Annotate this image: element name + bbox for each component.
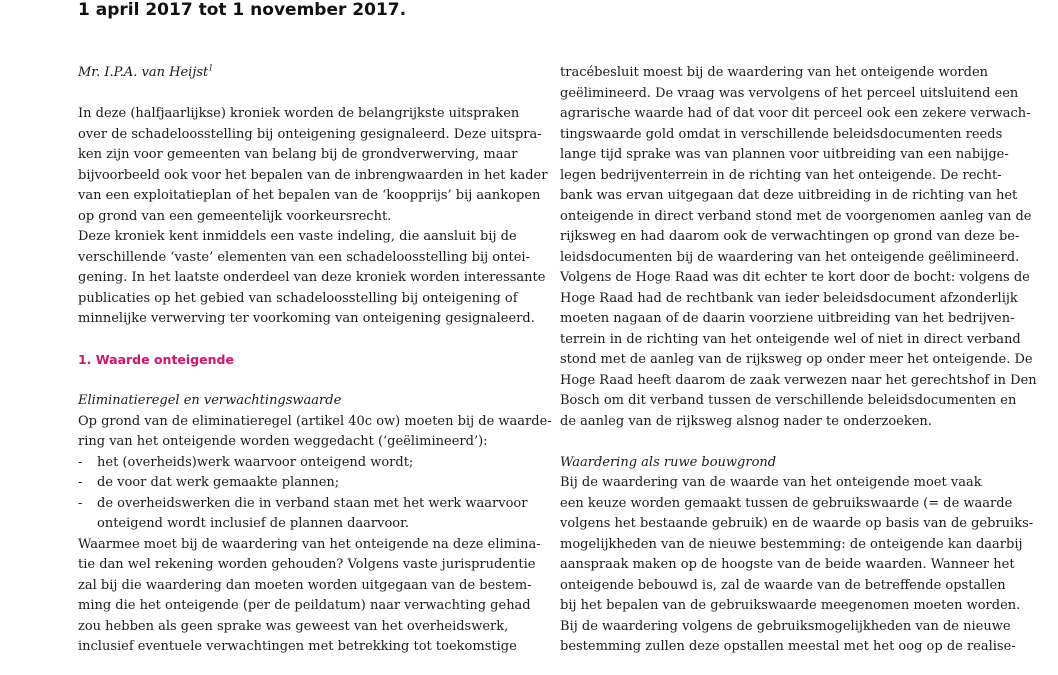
bullet-item xyxy=(78,473,518,494)
text-line: onteigende in direct verband stond met de voorgenomen aanleg van de xyxy=(560,208,1032,224)
text-line: over de schadeloosstelling bij onteigening gesignaleerd. Deze uitspra- xyxy=(78,126,542,142)
paragraph-ruwe-bouwgrond xyxy=(560,473,1034,658)
bullet-text: de overheidswerken die in verband staan met het werk waarvoor xyxy=(97,495,528,511)
text-line: op grond van een gemeentelijk voorkeursrecht. xyxy=(78,208,392,224)
bullet-list xyxy=(78,453,528,535)
text-line: van een exploitatieplan of het bepalen van de ‘koopprijs’ bij aankopen xyxy=(78,188,541,203)
paragraph-waardering xyxy=(78,535,541,658)
text-line: een keuze worden gemaakt tussen de gebruikswaarde (= de waarde xyxy=(560,495,1013,511)
text-line: minnelijke verwerving ter voorkoming van onteigening gesignaleerd. xyxy=(78,311,535,326)
subsection-title: Eliminatieregel en verwachtingswaarde xyxy=(78,393,342,408)
text-line: moeten nagaan of de daarin voorziene uitbreiding van het bedrijven- xyxy=(560,311,1015,326)
text-line: Hoge Raad had de rechtbank van ieder beleidsdocument afzonderlijk xyxy=(560,290,1018,306)
bullet-dash: - xyxy=(78,495,83,511)
bullet-dash: - xyxy=(78,454,83,470)
spacer xyxy=(78,330,518,351)
text-line: leidsdocumenten bij de waardering van het onteigende geëlimineerd. xyxy=(560,249,1020,265)
bullet-text: de voor dat werk gemaakte plannen; xyxy=(97,475,340,490)
bullet-item xyxy=(78,494,528,515)
spacer xyxy=(78,371,518,392)
paragraph-eliminatieregel xyxy=(78,412,552,453)
text-line: publicaties op het gebied van schadeloosstelling bij onteigening of xyxy=(78,290,518,306)
bullet-item xyxy=(78,453,518,474)
left-column xyxy=(78,63,552,658)
text-line: geëlimineerd. De vraag was vervolgens of het perceel uitsluitend een xyxy=(560,85,1019,101)
text-line: bij het bepalen van de gebruikswaarde meegenomen moeten worden. xyxy=(560,598,1021,613)
text-line: In deze (halfjaarlijkse) kroniek worden de belangrijkste uitspraken xyxy=(78,106,520,121)
footnote-marker: 1 xyxy=(208,63,214,73)
text-line: agrarische waarde had of dat voor dit perceel ook een zekere verwach- xyxy=(560,106,1031,121)
text-line: terrein in de richting van het onteigende wel of niet in direct verband xyxy=(560,331,1021,347)
text-line: aanspraak maken op de hoogste van de beide waarden. Wanneer het xyxy=(560,557,1015,572)
text-line: ring van het onteigende worden weggedacht (‘geëlimineerd’): xyxy=(78,434,488,449)
text-line: verschillende ‘vaste’ elementen van een schadeloosstelling bij ontei- xyxy=(78,249,530,265)
spacer xyxy=(78,84,518,105)
text-line: ming die het onteigende (per de peildatum) naar verwachting gehad xyxy=(78,598,531,613)
bullet-continuation: onteigend wordt inclusief de plannen daarvoor. xyxy=(97,516,410,531)
text-line: rijksweg en had daarom ook de verwachtingen op grond van deze be- xyxy=(560,229,1020,244)
page-heading-date-range: 1 april 2017 tot 1 november 2017. xyxy=(78,0,407,20)
text-line: Op grond van de eliminatieregel (artikel 40c ow) moeten bij de waarde- xyxy=(78,413,552,429)
text-line: tingswaarde gold omdat in verschillende beleidsdocumenten reeds xyxy=(560,126,1003,142)
text-line: Bij de waardering volgens de gebruiksmogelijkheden van de nieuwe xyxy=(560,618,1011,634)
bullet-dash: - xyxy=(78,475,83,490)
text-line: de aanleg van de rijksweg alsnog nader te onderzoeken. xyxy=(560,413,932,429)
text-line: Hoge Raad heeft daarom de zaak verwezen naar het gerechtshof in Den xyxy=(560,372,1037,388)
text-line: volgens het bestaande gebruik) en de waarde op basis van de gebruiks- xyxy=(560,516,1034,531)
text-line: mogelijkheden van de nieuwe bestemming: de onteigende kan daarbij xyxy=(560,536,1023,552)
author-name: Mr. I.P.A. van Heijst xyxy=(78,65,209,80)
text-line: zou hebben als geen sprake was geweest van het overheidswerk, xyxy=(78,618,509,634)
text-line: tracébesluit moest bij de waardering van het onteigende worden xyxy=(560,65,989,80)
text-line: legen bedrijventerrein in de richting van het onteigende. De recht- xyxy=(560,167,1002,183)
text-line: Volgens de Hoge Raad was dit echter te kort door de bocht: volgens de xyxy=(560,270,1030,285)
text-line: stond met de aanleg van de rijksweg op onder meer het onteigende. De xyxy=(560,352,1033,367)
text-line: Bij de waardering van de waarde van het onteigende moet vaak xyxy=(560,475,982,490)
text-line: onteigende bebouwd is, zal de waarde van de betreffende opstallen xyxy=(560,577,1006,593)
text-line: bijvoorbeeld ook voor het bepalen van de inbrengwaarden in het kader xyxy=(78,167,548,183)
section-title: 1. Waarde onteigende xyxy=(78,352,234,367)
intro-paragraph xyxy=(78,104,548,330)
text-line: Deze kroniek kent inmiddels een vaste indeling, die aansluit bij de xyxy=(78,229,517,244)
paragraph-tracebesluit xyxy=(560,63,1037,432)
author-line xyxy=(78,63,518,84)
text-line: ken zijn voor gemeenten van belang bij de grondverwerving, maar xyxy=(78,147,518,162)
spacer xyxy=(560,432,1010,453)
text-line: gening. In het laatste onderdeel van deze kroniek worden interessante xyxy=(78,270,546,285)
text-line: lange tijd sprake was van plannen voor uitbreiding van een nabijge- xyxy=(560,147,1009,162)
text-line: zal bij die waardering dan moeten worden uitgegaan van de bestem- xyxy=(78,577,532,593)
text-line: bestemming zullen deze opstallen meestal met het oog op de realise- xyxy=(560,639,1016,654)
text-line: inclusief eventuele verwachtingen met betrekking tot toekomstige xyxy=(78,639,517,654)
text-line: Waarmee moet bij de waardering van het onteigende na deze elimina- xyxy=(78,536,541,552)
bullet-text: het (overheids)werk waarvoor onteigend wordt; xyxy=(97,454,414,470)
right-column xyxy=(560,63,1037,658)
subsection-title-ruwe-bouwgrond: Waardering als ruwe bouwgrond xyxy=(560,454,777,470)
text-line: tie dan wel rekening worden gehouden? Volgens vaste jurisprudentie xyxy=(78,557,536,572)
text-line: Bosch om dit verband tussen de verschillende beleidsdocumenten en xyxy=(560,393,1017,408)
text-line: bank was ervan uitgegaan dat deze uitbreiding in de richting van het xyxy=(560,188,1018,203)
